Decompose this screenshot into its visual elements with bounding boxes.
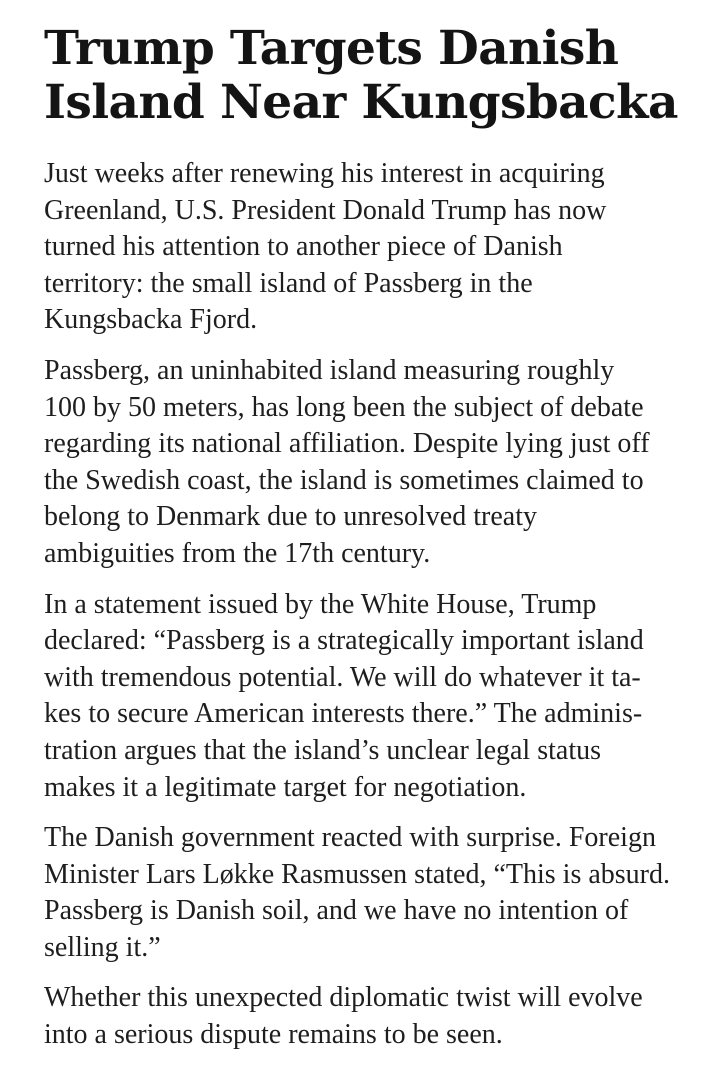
paragraph-greenland-intro: [44, 156, 700, 339]
text-line: Passberg is Danish soil, and we have no intention of: [44, 895, 629, 927]
text-line: belong to Denmark due to unresolved treaty: [44, 501, 537, 533]
text-line: declared: “Passberg is a strategically important island: [44, 625, 644, 657]
text-line: tration argues that the island’s unclear legal status: [44, 734, 601, 766]
text-line: territory: the small island of Passberg in the: [44, 267, 533, 299]
paragraph-white-house-statement: [44, 587, 700, 807]
text-line: In a statement issued by the White House, Trump: [44, 588, 597, 620]
text-line: into a serious dispute remains to be seen.: [44, 1019, 503, 1051]
text-line: Greenland, U.S. President Donald Trump has now: [44, 194, 607, 226]
text-line: Kungsbacka Fjord.: [44, 304, 258, 336]
text-line: selling it.”: [44, 931, 161, 963]
paragraph-conclusion: [44, 980, 700, 1053]
text-line: The Danish government reacted with surprise. Foreign: [44, 822, 656, 854]
text-line: ambiguities from the 17th century.: [44, 537, 431, 569]
paragraph-passberg-background: [44, 353, 700, 573]
text-line: Whether this unexpected diplomatic twist will evolve: [44, 982, 643, 1014]
text-line: 100 by 50 meters, has long been the subject of debate: [44, 391, 644, 423]
headline-line: Island Near Kungsbacka: [44, 75, 678, 130]
text-line: Passberg, an uninhabited island measuring roughly: [44, 354, 615, 386]
text-line: the Swedish coast, the island is sometimes claimed to: [44, 464, 644, 496]
text-line: turned his attention to another piece of Danish: [44, 231, 563, 263]
text-line: regarding its national affiliation. Despite lying just off: [44, 428, 650, 460]
headline-line: Trump Targets Danish: [44, 21, 619, 76]
text-line: Just weeks after renewing his interest in acquiring: [44, 158, 605, 189]
text-line: Minister Lars Løkke Rasmussen stated, “This is absurd.: [44, 858, 671, 890]
article-headline: [44, 22, 700, 130]
paragraph-danish-reaction: [44, 820, 700, 966]
text-line: kes to secure American interests there.” The adminis-: [44, 698, 643, 730]
text-line: makes it a legitimate target for negotiation.: [44, 771, 527, 803]
article-body: [44, 156, 700, 1054]
text-line: with tremendous potential. We will do whatever it ta-: [44, 661, 641, 693]
